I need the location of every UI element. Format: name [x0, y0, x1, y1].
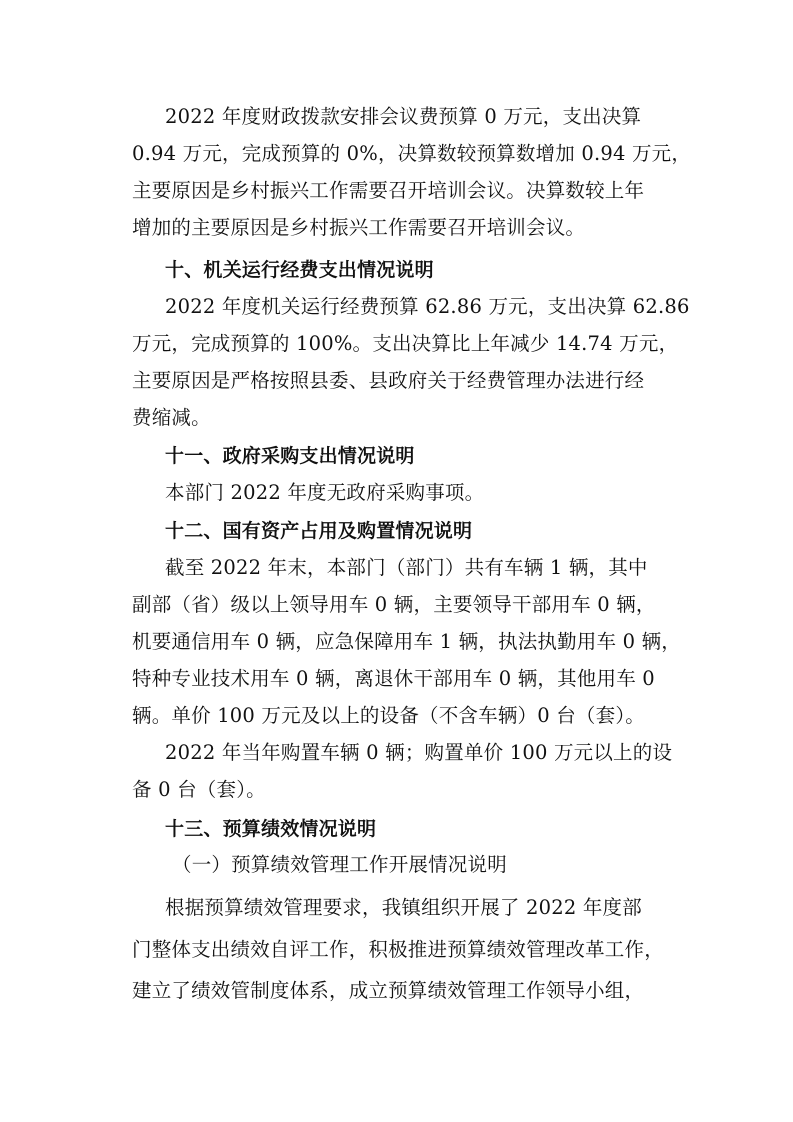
paragraph-line: 机要通信用车 0 辆，应急保障用车 1 辆，执法执勤用车 0 辆， [132, 630, 682, 653]
subsection-heading: （一）预算绩效管理工作开展情况说明 [172, 853, 507, 876]
paragraph-line: 2022 年度财政拨款安排会议费预算 0 万元，支出决算 [165, 105, 642, 128]
paragraph-line: 增加的主要原因是乡村振兴工作需要召开培训会议。 [132, 216, 586, 239]
section-heading-13: 十三、预算绩效情况说明 [165, 818, 377, 840]
paragraph-line: 费缩减。 [132, 406, 211, 429]
paragraph-line: 2022 年当年购置车辆 0 辆；购置单价 100 万元以上的设 [165, 741, 673, 764]
paragraph-line: 门整体支出绩效自评工作，积极推进预算绩效管理改革工作， [132, 938, 664, 961]
section-heading-10: 十、机关运行经费支出情况说明 [165, 259, 434, 281]
paragraph-line: 副部（省）级以上领导用车 0 辆，主要领导干部用车 0 辆， [132, 593, 656, 616]
paragraph-line: 辆。单价 100 万元及以上的设备（不含车辆）0 台（套）。 [132, 704, 645, 727]
paragraph-line: 特种专业技术用车 0 辆，离退休干部用车 0 辆，其他用车 0 [132, 667, 655, 690]
paragraph-line: 0.94 万元，完成预算的 0%，决算数较预算数增加 0.94 万元， [132, 142, 692, 165]
paragraph-line: 主要原因是乡村振兴工作需要召开培训会议。决算数较上年 [132, 179, 645, 202]
paragraph-line: 备 0 台（套）。 [132, 778, 266, 801]
section-heading-11: 十一、政府采购支出情况说明 [165, 445, 415, 467]
paragraph-line: 2022 年度机关运行经费预算 62.86 万元，支出决算 62.86 [165, 295, 690, 318]
paragraph-line: 主要原因是严格按照县委、县政府关于经费管理办法进行经 [132, 369, 645, 392]
section-heading-12: 十二、国有资产占用及购置情况说明 [165, 520, 473, 542]
paragraph-line: 截至 2022 年末，本部门（部门）共有车辆 1 辆，其中 [165, 556, 648, 579]
paragraph-line: 建立了绩效管制度体系，成立预算绩效管理工作领导小组， [132, 979, 645, 1002]
paragraph-line: 本部门 2022 年度无政府采购事项。 [165, 481, 485, 504]
paragraph-line: 万元，完成预算的 100%。支出决算比上年减少 14.74 万元， [132, 332, 679, 355]
paragraph-line: 根据预算绩效管理要求，我镇组织开展了 2022 年度部 [165, 896, 642, 919]
